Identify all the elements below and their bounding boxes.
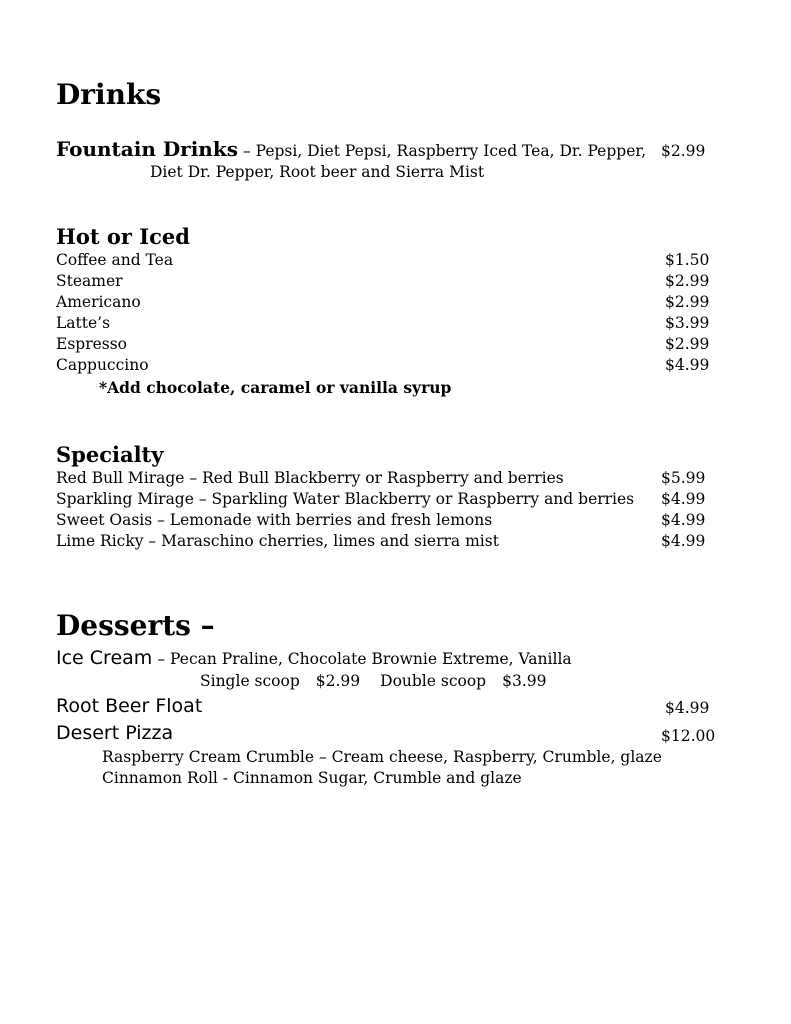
menu-price: $2.99: [665, 272, 710, 290]
hot-iced-title: Hot or Iced: [56, 224, 190, 249]
ice-cream-line: [56, 647, 572, 669]
syrup-note: *Add chocolate, caramel or vanilla syrup: [99, 378, 452, 397]
desert-pizza-price: $12.00: [661, 727, 716, 745]
ice-cream-name: Ice Cream: [56, 647, 153, 669]
fountain-price: $2.99: [661, 142, 706, 160]
fountain-desc-1: – Pepsi, Diet Pepsi, Raspberry Iced Tea, Dr. Pepper,: [242, 142, 646, 160]
scoop-line: [200, 672, 546, 690]
specialty-title: Specialty: [56, 442, 164, 467]
fountain-line: [56, 137, 646, 161]
menu-price: $4.99: [661, 511, 706, 529]
menu-item: Lime Ricky – Maraschino cherries, limes and sierra mist: [56, 532, 499, 550]
menu-price: $2.99: [665, 335, 710, 353]
menu-price: $4.99: [665, 356, 710, 374]
menu-price: $2.99: [665, 293, 710, 311]
menu-price: $5.99: [661, 469, 706, 487]
root-beer-float-name: Root Beer Float: [56, 695, 203, 717]
single-scoop-label: Single scoop: [200, 672, 300, 690]
fountain-desc-2: Diet Dr. Pepper, Root beer and Sierra Mist: [150, 163, 485, 181]
ice-cream-desc: – Pecan Praline, Chocolate Brownie Extreme, Vanilla: [157, 650, 572, 668]
menu-item: Espresso: [56, 335, 128, 353]
menu-item: Red Bull Mirage – Red Bull Blackberry or Raspberry and berries: [56, 469, 564, 487]
pizza-option: Cinnamon Roll - Cinnamon Sugar, Crumble and glaze: [102, 769, 522, 787]
menu-item: Coffee and Tea: [56, 251, 174, 269]
menu-item: Latte’s: [56, 314, 111, 332]
desert-pizza-name: Desert Pizza: [56, 722, 174, 744]
double-scoop-label: Double scoop: [380, 672, 487, 690]
fountain-name: Fountain Drinks: [56, 137, 238, 161]
menu-item: Cappuccino: [56, 356, 149, 374]
menu-item: Americano: [56, 293, 141, 311]
single-scoop-price: $2.99: [315, 672, 361, 690]
menu-price: $1.50: [665, 251, 710, 269]
pizza-option: Raspberry Cream Crumble – Cream cheese, Raspberry, Crumble, glaze: [102, 748, 662, 766]
menu-price: $4.99: [661, 532, 706, 550]
menu-price: $4.99: [661, 490, 706, 508]
menu-item: Sparkling Mirage – Sparkling Water Blackberry or Raspberry and berries: [56, 490, 635, 508]
double-scoop-price: $3.99: [502, 672, 547, 690]
desserts-title: Desserts –: [56, 609, 215, 642]
root-beer-float-price: $4.99: [665, 699, 710, 717]
drinks-title: Drinks: [56, 78, 162, 111]
menu-item: Sweet Oasis – Lemonade with berries and fresh lemons: [56, 511, 493, 529]
menu-price: $3.99: [665, 314, 710, 332]
menu-item: Steamer: [56, 272, 123, 290]
